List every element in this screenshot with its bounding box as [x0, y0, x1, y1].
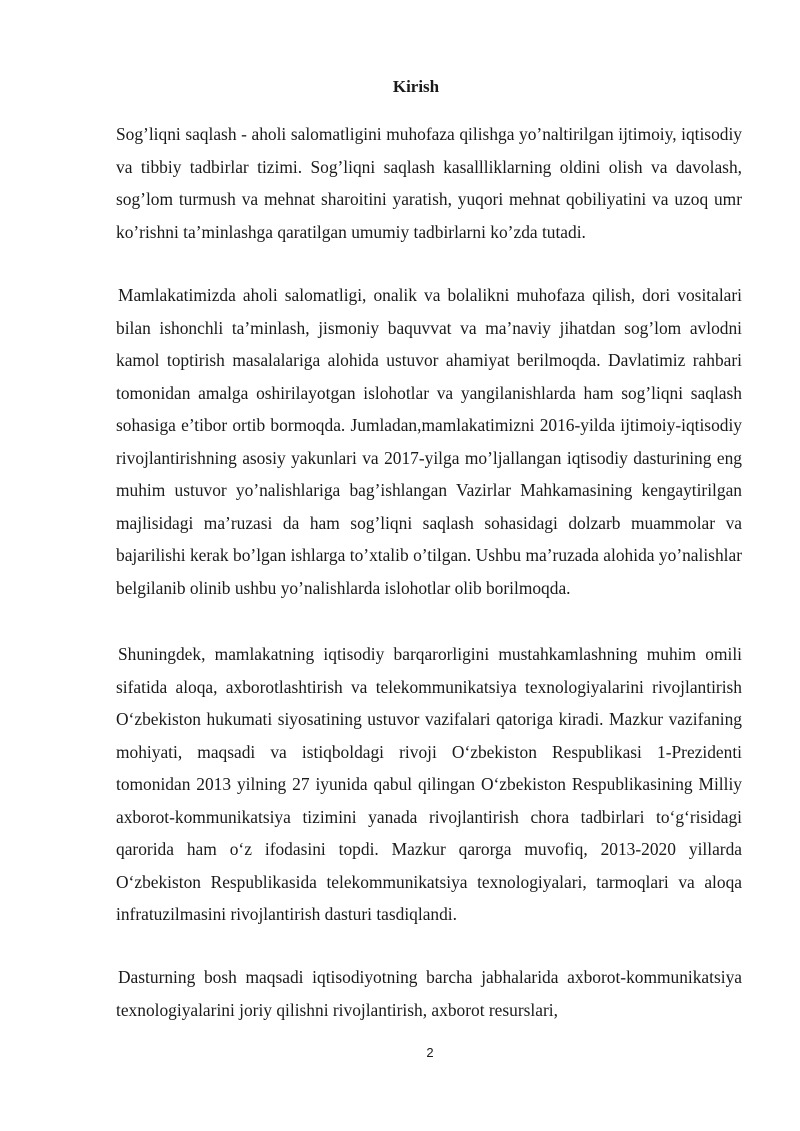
- paragraph-health-policy: Mamlakatimizda aholi salomatligi, onalik va bolalikni muhofaza qilish, dori vositalari bilan ishonchli ta’minlash, jismoniy baquvvat va ma’naviy jihatdan sog’lom avlodni kamol toptirish masalalariga alohida ustuvor ahamiyat berilmoqda. Davlatimiz rahbari tomonidan amalga oshirilayotgan islohotlar va yangilanishlarda ham sog’liqni saqlash sohasiga e’tibor ortib bormoqda. Jumladan,mamlakatimizni 2016-yilda ijtimoiy-iqtisodiy rivojlantirishning asosiy yakunlari va 2017-yilga mo’ljallangan iqtisodiy dasturining eng muhim ustuvor yo’nalishlariga bag’ishlangan Vazirlar Mahkamasining kengaytirilgan majlisidagi ma’ruzasi da ham sog’liqni saqlash sohasidagi dolzarb muammolar va bajarilishi kerak bo’lgan ishlarga to’xtalib o’tilgan. Ushbu ma’ruzada alohida yo’nalishlar belgilanib olinib ushbu yo’nalishlarda islohotlar olib borilmoqda.: [116, 285, 742, 598]
- paragraph-ict-policy: Shuningdek, mamlakatning iqtisodiy barqarorligini mustahkamlashning muhim omili sifatida aloqa, axborotlashtirish va telekommunikatsiya texnologiyalarini rivojlantirish O‘zbekiston hukumati siyosatining ustuvor vazifalari qatoriga kiradi. Mazkur vazifaning mohiyati, maqsadi va istiqboldagi rivoji O‘zbekiston Respublikasi 1-Prezidenti tomonidan 2013 yilning 27 iyunida qabul qilingan O‘zbekiston Respublikasining Milliy axborot-kommunikatsiya tizimini yanada rivojlantirish chora tadbirlari to‘g‘risidagi qarorida ham o‘z ifodasini topdi. Mazkur qarorga muvofiq, 2013-2020 yillarda O‘zbekiston Respublikasida telekommunikatsiya texnologiyalari, tarmoqlari va aloqa infratuzilmasini rivojlantirish dasturi tasdiqlandi.: [116, 644, 742, 924]
- page-number: 2: [426, 1045, 434, 1060]
- paragraph-intro: Sog’liqni saqlash - aholi salomatligini muhofaza qilishga yo’naltirilgan ijtimoiy, iqtisodiy va tibbiy tadbirlar tizimi. Sog’liqni saqlash kasallliklarning oldini olish va davolash, sog’lom turmush va mehnat sharoitini yaratish, yuqori mehnat qobiliyatini va uzoq umr ko’rishni ta’minlashga qaratilgan umumiy tadbirlarni ko’zda tutadi.: [116, 124, 742, 242]
- section-title: Kirish: [392, 77, 440, 96]
- paragraph-program-goal: Dasturning bosh maqsadi iqtisodiyotning barcha jabhalarida axborot-kommunikatsiya texnologiyalarini joriy qilishni rivojlantirish, axborot resurslari,: [116, 967, 742, 1020]
